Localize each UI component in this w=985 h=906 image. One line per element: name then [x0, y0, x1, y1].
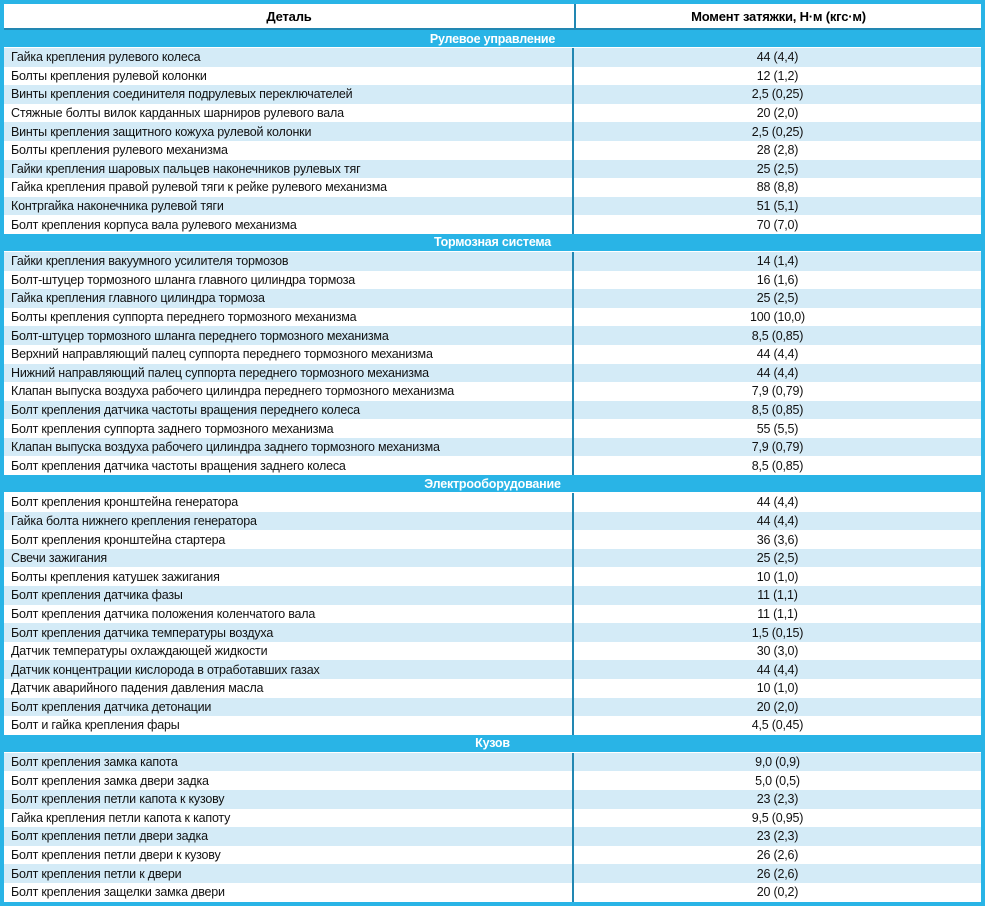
torque-cell: 11 (1,1) [757, 606, 798, 621]
torque-cell: 25 (2,5) [756, 551, 799, 566]
torque-cell: 9,0 (0,9) [755, 755, 800, 770]
table-row [4, 679, 981, 698]
table-row [4, 308, 981, 327]
table-row [4, 753, 981, 772]
table-row [4, 456, 981, 475]
section-header: Электрооборудование [4, 475, 981, 493]
torque-cell: 14 (1,4) [756, 254, 799, 269]
part-cell: Болт крепления датчика частоты вращения заднего колеса [4, 456, 574, 475]
part-cell: Болт крепления суппорта заднего тормозного механизма [4, 419, 574, 438]
part-cell: Гайки крепления вакуумного усилителя тормозов [4, 252, 574, 271]
torque-cell: 44 (4,4) [756, 50, 799, 65]
table-row [4, 141, 981, 160]
torque-cell: 28 (2,8) [756, 143, 799, 158]
torque-cell: 2,5 (0,25) [751, 124, 804, 139]
torque-cell: 70 (7,0) [756, 217, 799, 232]
table-row [4, 252, 981, 271]
part-cell: Винты крепления защитного кожуха рулевой колонки [4, 122, 574, 141]
part-cell: Болты крепления рулевого механизма [4, 141, 574, 160]
table-row [4, 289, 981, 308]
torque-cell: 25 (2,5) [756, 291, 799, 306]
torque-cell: 88 (8,8) [756, 180, 799, 195]
table-row [4, 623, 981, 642]
table-row [4, 401, 981, 420]
torque-cell: 10 (1,0) [756, 569, 799, 584]
part-cell: Болт крепления замка двери задка [4, 771, 574, 790]
part-cell: Гайка крепления петли капота к капоту [4, 809, 574, 828]
torque-cell: 44 (4,4) [756, 662, 799, 677]
table-row [4, 364, 981, 383]
section-header: Рулевое управление [4, 30, 981, 48]
table-row [4, 85, 981, 104]
part-cell: Болт крепления датчика частоты вращения переднего колеса [4, 401, 574, 420]
torque-cell: 9,5 (0,95) [751, 810, 804, 825]
torque-cell: 100 (10,0) [750, 310, 805, 325]
torque-cell: 44 (4,4) [756, 513, 799, 528]
torque-cell: 11 (1,1) [757, 588, 798, 603]
part-cell: Гайка крепления главного цилиндра тормоза [4, 289, 574, 308]
torque-cell: 8,5 (0,85) [751, 402, 804, 417]
part-cell: Болт крепления петли капота к кузову [4, 790, 574, 809]
section-header: Тормозная система [4, 234, 981, 252]
part-cell: Болт крепления защелки замка двери [4, 883, 574, 902]
part-cell: Винты крепления соединителя подрулевых переключателей [4, 85, 574, 104]
table-row [4, 512, 981, 531]
part-cell: Свечи зажигания [4, 549, 574, 568]
part-cell: Нижний направляющий палец суппорта переднего тормозного механизма [4, 364, 574, 383]
table-row [4, 345, 981, 364]
table-row [4, 864, 981, 883]
torque-cell: 44 (4,4) [756, 347, 799, 362]
part-cell: Болт крепления датчика положения коленчатого вала [4, 605, 574, 624]
part-cell: Болт крепления замка капота [4, 753, 574, 772]
torque-cell: 51 (5,1) [756, 199, 799, 214]
table-row [4, 215, 981, 234]
header-cell-part: Деталь [4, 4, 576, 28]
table-row [4, 326, 981, 345]
table-row [4, 771, 981, 790]
torque-cell: 36 (3,6) [756, 532, 799, 547]
table-row [4, 642, 981, 661]
section-header: Кузов [4, 735, 981, 753]
table-header-row [4, 4, 981, 30]
table-row [4, 382, 981, 401]
part-cell: Болт крепления петли к двери [4, 864, 574, 883]
table-row [4, 883, 981, 902]
table-row [4, 586, 981, 605]
part-cell: Болты крепления суппорта переднего тормозного механизма [4, 308, 574, 327]
torque-cell: 55 (5,5) [756, 421, 799, 436]
torque-cell: 12 (1,2) [756, 68, 799, 83]
part-cell: Болт-штуцер тормозного шланга главного цилиндра тормоза [4, 271, 574, 290]
part-cell: Гайка болта нижнего крепления генератора [4, 512, 574, 531]
part-cell: Болты крепления рулевой колонки [4, 67, 574, 86]
part-cell: Гайка крепления правой рулевой тяги к рейке рулевого механизма [4, 178, 574, 197]
table-row [4, 104, 981, 123]
table-row [4, 419, 981, 438]
table-row [4, 67, 981, 86]
table-row [4, 605, 981, 624]
table-row [4, 846, 981, 865]
part-cell: Клапан выпуска воздуха рабочего цилиндра заднего тормозного механизма [4, 438, 574, 457]
part-cell: Контргайка наконечника рулевой тяги [4, 197, 574, 216]
table-row [4, 549, 981, 568]
torque-cell: 20 (0,2) [756, 885, 799, 900]
table-row [4, 48, 981, 67]
table-row [4, 827, 981, 846]
torque-cell: 26 (2,6) [756, 866, 799, 881]
torque-cell: 25 (2,5) [756, 161, 799, 176]
torque-cell: 20 (2,0) [756, 106, 799, 121]
part-cell: Болты крепления катушек зажигания [4, 567, 574, 586]
torque-cell: 23 (2,3) [756, 792, 799, 807]
header-cell-torque: Момент затяжки, Н·м (кгс·м) [691, 8, 866, 24]
torque-cell: 16 (1,6) [756, 272, 799, 287]
part-cell: Датчик температуры охлаждающей жидкости [4, 642, 574, 661]
table-body [4, 30, 981, 902]
torque-cell: 10 (1,0) [756, 681, 799, 696]
part-cell: Болт-штуцер тормозного шланга переднего тормозного механизма [4, 326, 574, 345]
torque-cell: 23 (2,3) [756, 829, 799, 844]
torque-cell: 7,9 (0,79) [751, 384, 804, 399]
part-cell: Болт крепления кронштейна стартера [4, 530, 574, 549]
table-row [4, 493, 981, 512]
table-row [4, 790, 981, 809]
torque-cell: 8,5 (0,85) [751, 328, 804, 343]
part-cell: Болт крепления корпуса вала рулевого механизма [4, 215, 574, 234]
torque-cell: 20 (2,0) [756, 699, 799, 714]
part-cell: Клапан выпуска воздуха рабочего цилиндра переднего тормозного механизма [4, 382, 574, 401]
table-row [4, 660, 981, 679]
table-row [4, 160, 981, 179]
table-row [4, 438, 981, 457]
part-cell: Болт крепления датчика температуры воздуха [4, 623, 574, 642]
part-cell: Датчик аварийного падения давления масла [4, 679, 574, 698]
part-cell: Гайки крепления шаровых пальцев наконечников рулевых тяг [4, 160, 574, 179]
table-row [4, 178, 981, 197]
table-row [4, 809, 981, 828]
torque-cell: 2,5 (0,25) [751, 87, 804, 102]
torque-cell: 44 (4,4) [756, 365, 799, 380]
torque-cell: 8,5 (0,85) [751, 458, 804, 473]
part-cell: Болт крепления датчика фазы [4, 586, 574, 605]
part-cell: Болт крепления петли двери задка [4, 827, 574, 846]
table-row [4, 197, 981, 216]
table-row [4, 698, 981, 717]
torque-cell: 30 (3,0) [756, 644, 799, 659]
torque-cell: 7,9 (0,79) [751, 440, 804, 455]
table-row [4, 716, 981, 735]
part-cell: Гайка крепления рулевого колеса [4, 48, 574, 67]
torque-cell: 5,0 (0,5) [755, 773, 800, 788]
table-row [4, 530, 981, 549]
torque-cell: 1,5 (0,15) [751, 625, 804, 640]
table-row [4, 271, 981, 290]
part-cell: Болт крепления петли двери к кузову [4, 846, 574, 865]
part-cell: Датчик концентрации кислорода в отработавших газах [4, 660, 574, 679]
part-cell: Болт крепления датчика детонации [4, 698, 574, 717]
table-row [4, 567, 981, 586]
torque-cell: 26 (2,6) [756, 848, 799, 863]
part-cell: Стяжные болты вилок карданных шарниров рулевого вала [4, 104, 574, 123]
part-cell: Верхний направляющий палец суппорта переднего тормозного механизма [4, 345, 574, 364]
table-row [4, 122, 981, 141]
part-cell: Болт крепления кронштейна генератора [4, 493, 574, 512]
torque-cell: 4,5 (0,45) [751, 718, 804, 733]
part-cell: Болт и гайка крепления фары [4, 716, 574, 735]
torque-cell: 44 (4,4) [756, 495, 799, 510]
